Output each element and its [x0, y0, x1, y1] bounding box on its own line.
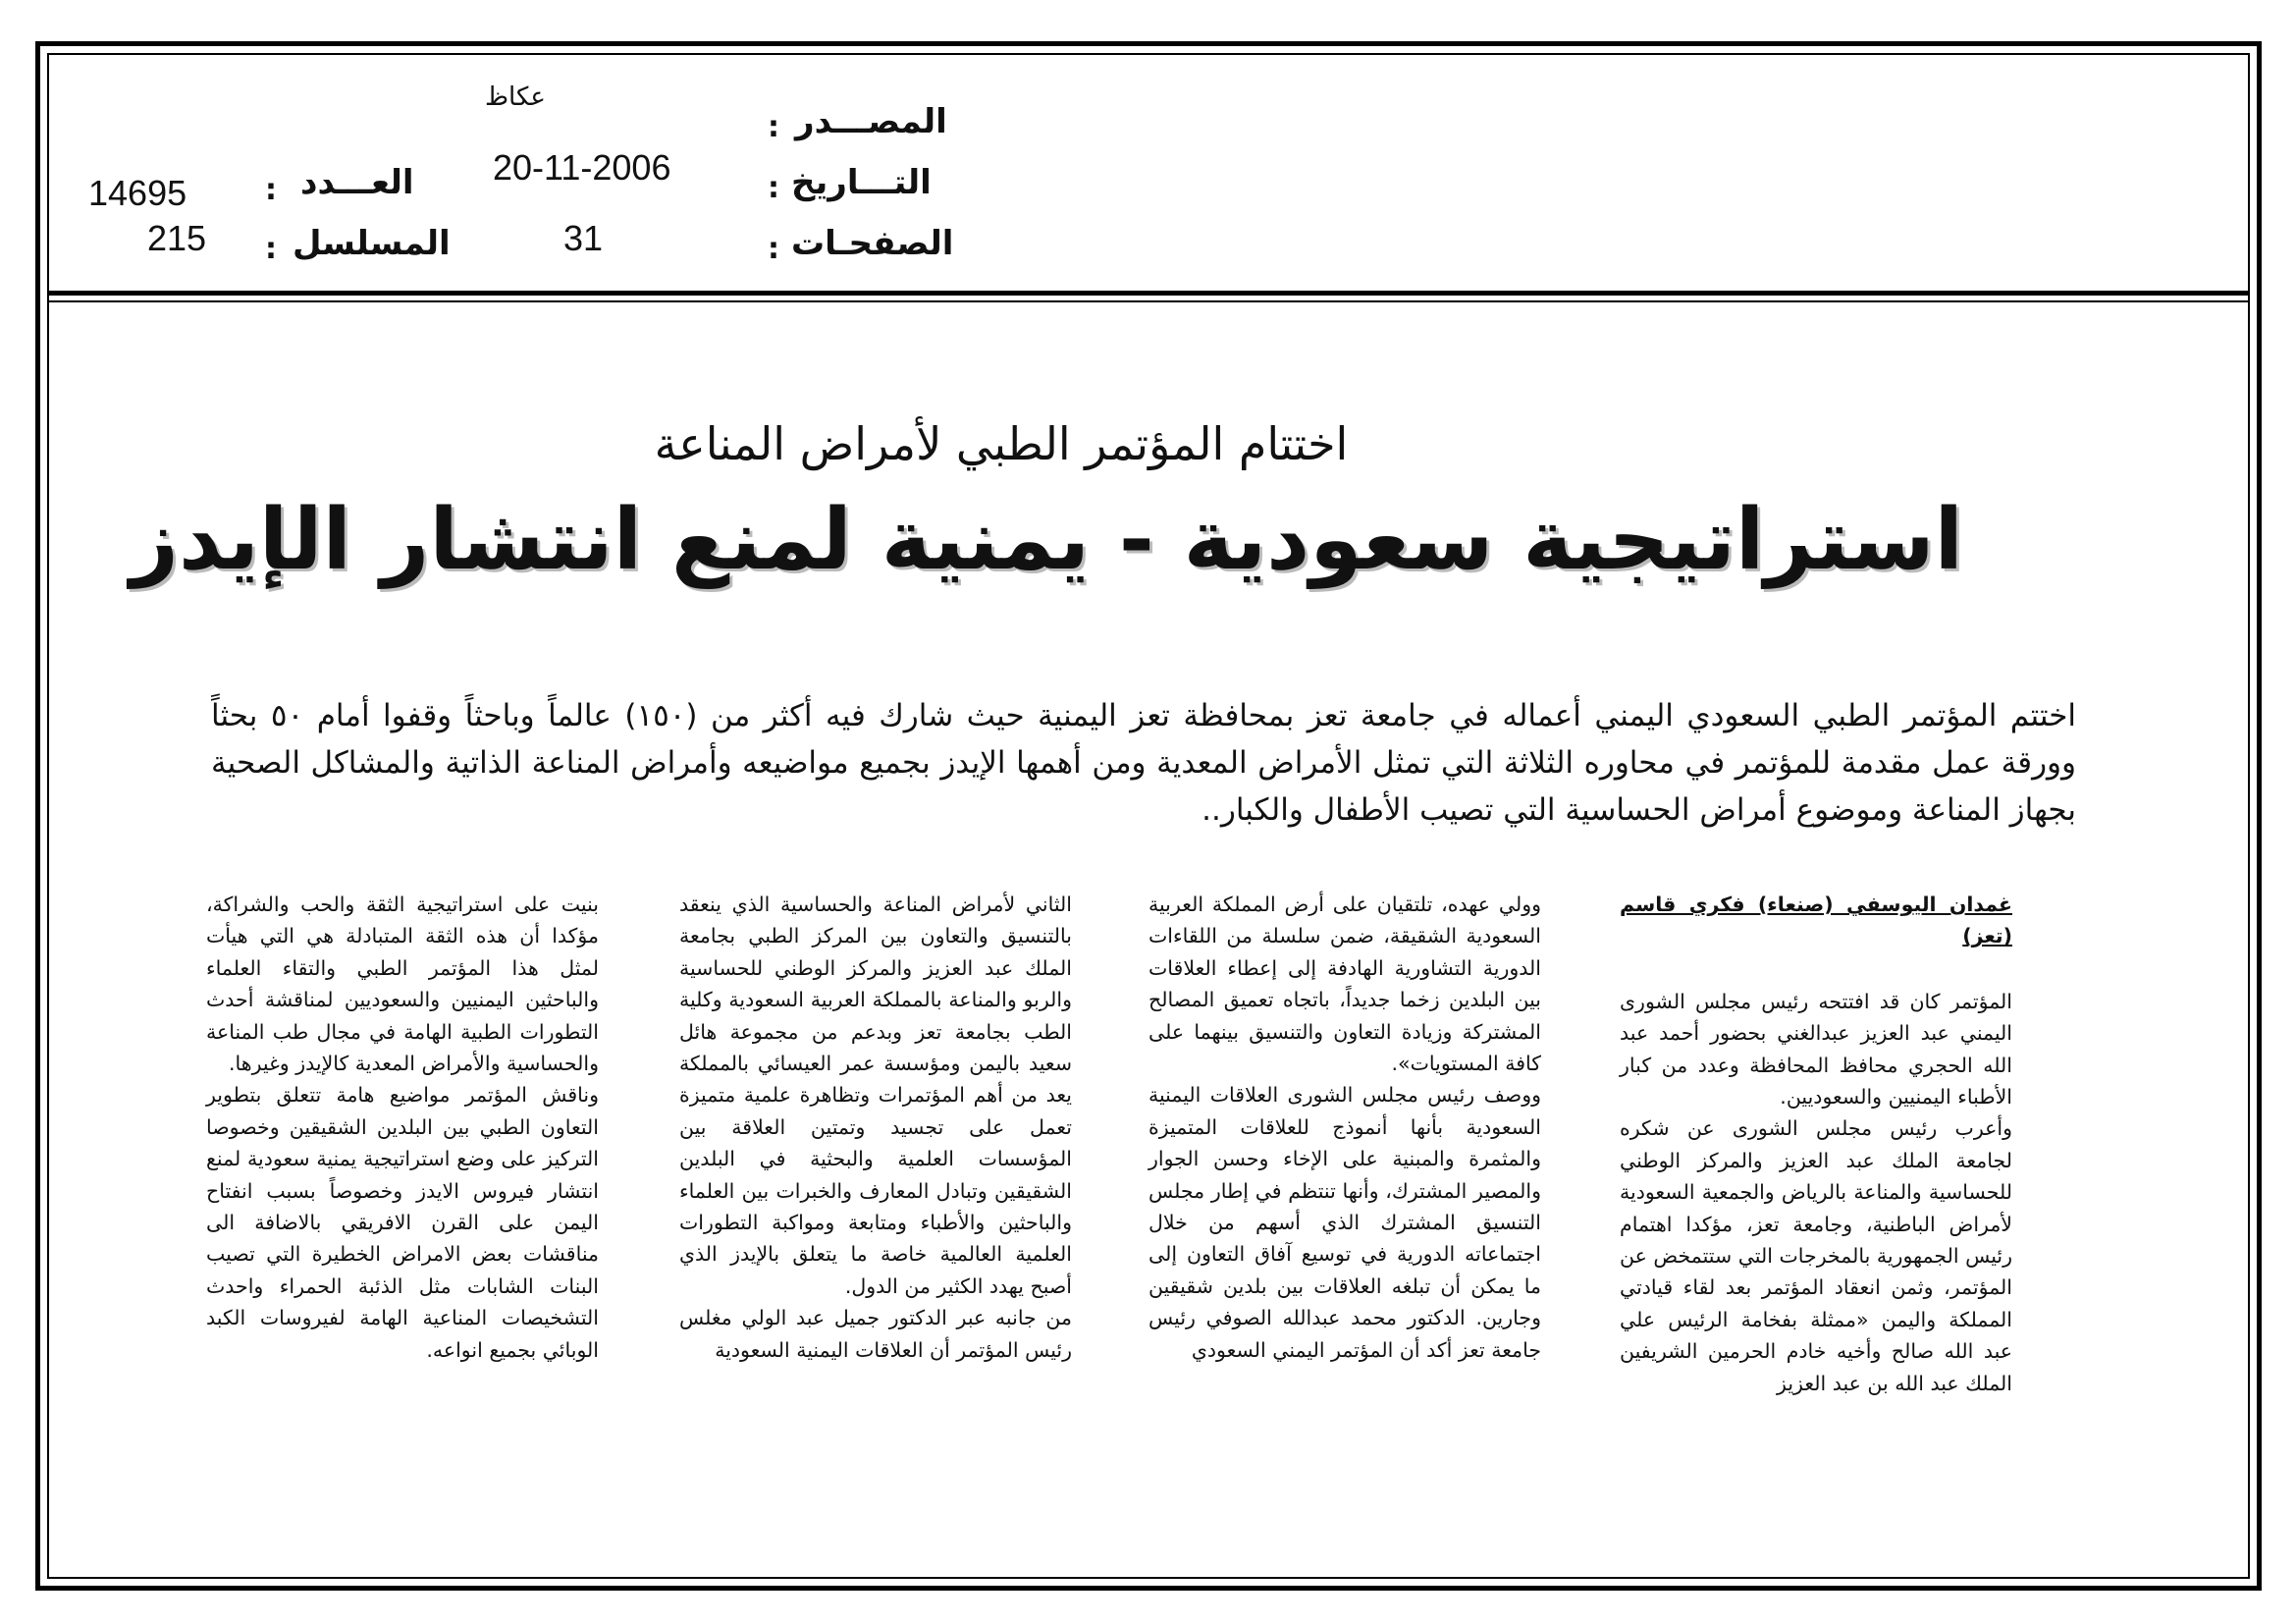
source-colon: :: [768, 110, 779, 144]
header-divider-thin: [47, 300, 2250, 302]
column-4-paragraph: بنيت على استراتيجية الثقة والحب والشراكة، مؤكدا أن هذه الثقة المتبادلة هي التي هيأت لمثل هذا المؤتمر الطبي والتقاء العلماء والباحثين اليمنيين والسعوديين لمناقشة أحدث التطورات الطبية الهامة في مجال طب المناعة والحساسية والأمراض المعدية كالإيدز وغيرها.: [206, 893, 599, 1076]
column-1-paragraph: المؤتمر كان قد افتتحه رئيس مجلس الشورى اليمني عبد العزيز عبدالغني بحضور أحمد عبد الله الحجري محافظ المحافظة وعدد من كبار الأطباء اليمنيين والسعوديين.: [1620, 989, 2012, 1110]
source-label: المصـــدر: [795, 102, 947, 141]
serial-label: المسلسل: [293, 224, 451, 263]
pages-colon: :: [768, 232, 779, 266]
date-label: التـــاريخ: [791, 163, 932, 202]
issue-colon: :: [265, 173, 277, 207]
article-column-3: [679, 889, 1072, 1366]
pages-value: 31: [563, 218, 604, 258]
column-4-paragraph: وناقش المؤتمر مواضيع هامة تتعلق بتطوير التعاون الطبي بين البلدين الشقيقين وخصوصا التركيز على وضع استراتيجية يمنية سعودية لمنع انتشار فيروس الايدز وخصوصاً بسبب انفتاح اليمن على القرن الافريقي بالاضافة الى مناقشات بعض الامراض الخطيرة التي تصيب البنات الشابات مثل الذئبة الحمراء واحدث التشخيصات المناعية الهامة لفيروسات الكبد الوبائي بجميع انواعه.: [206, 1083, 599, 1362]
column-3-paragraph: الثاني لأمراض المناعة والحساسية الذي ينعقد بالتنسيق والتعاون بين المركز الطبي بجامعة الملك عبد العزيز والمركز الوطني للحساسية والربو والمناعة بالمملكة العربية السعودية وكلية الطب بجامعة تعز وبدعم من مجموعة هائل سعيد باليمن ومؤسسة عمر العيسائي بالمملكة يعد من أهم المؤتمرات وتظاهرة علمية متميزة تعمل على تجسيد وتمتين العلاقة بين المؤسسات العلمية والبحثية في البلدين الشقيقين وتبادل المعارف والخبرات بين العلماء والباحثين والأطباء ومتابعة ومواكبة التطورات العلمية العالمية خاصة ما يتعلق بالإيدز الذي أصبح يهدد الكثير من الدول.: [679, 893, 1072, 1298]
date-colon: :: [768, 171, 779, 205]
article-headline: استراتيجية سعودية - يمنية لمنع انتشار الإيدز: [130, 491, 1963, 589]
pages-label: الصفحـات: [791, 224, 954, 263]
serial-value: 215: [147, 218, 207, 258]
column-2-paragraph: وولي عهده، تلتقيان على أرض المملكة العربية السعودية الشقيقة، ضمن سلسلة من اللقاءات الدورية التشاورية الهادفة إلى إعطاء العلاقات بين البلدين زخما جديداً، باتجاه تعميق المصالح المشتركة وزيادة التعاون والتنسيق بينهما على كافة المستويات».: [1148, 893, 1541, 1076]
column-1-paragraph: وأعرب رئيس مجلس الشورى عن شكره لجامعة الملك عبد العزيز والمركز الوطني للحساسية والمناعة بالرياض والجمعية السعودية لأمراض الباطنية، وجامعة تعز، مؤكدا اهتمام رئيس الجمهورية بالمخرجات التي ستتمخض عن المؤتمر، وثمن انعقاد المؤتمر بعد لقاء قيادتي المملكة واليمن «ممثلة بفخامة الرئيس علي عبد الله صالح وأخيه خادم الحرمين الشريفين الملك عبد الله بن عبد العزيز: [1620, 1116, 2012, 1395]
article-lead: اختتم المؤتمر الطبي السعودي اليمني أعماله في جامعة تعز بمحافظة تعز اليمنية حيث شارك فيه أكثر من (١٥٠) عالماً وباحثاً وقفوا أمام ٥٠ بحثاً وورقة عمل مقدمة للمؤتمر في محاوره الثلاثة التي تمثل الأمراض المعدية ومن أهمها الإيدز بجميع مواضيعه وأمراض المناعة الذاتية والمشاكل الصحية بجهاز المناعة وموضوع أمراض الحساسية التي تصيب الأطفال والكبار..: [211, 698, 2076, 828]
article-kicker: اختتام المؤتمر الطبي لأمراض المناعة: [654, 417, 1349, 470]
serial-colon: :: [265, 232, 277, 266]
article-column-4: [206, 889, 599, 1366]
column-3-paragraph: من جانبه عبر الدكتور جميل عبد الولي مغلس رئيس المؤتمر أن العلاقات اليمنية السعودية: [679, 1306, 1072, 1362]
article-column-2: [1148, 889, 1541, 1366]
article-byline: غمدان اليوسفي (صنعاء) فكري قاسم (تعز): [1620, 893, 2012, 948]
header-divider-thick: [47, 291, 2250, 296]
column-2-paragraph: ووصف رئيس مجلس الشورى العلاقات اليمنية السعودية بأنها أنموذج للعلاقات المتميزة والمثمرة والمبنية على الإخاء وحسن الجوار والمصير المشترك، وأنها تنتظم في إطار مجلس التنسيق المشترك الذي أسهم من خلال اجتماعاته الدورية في توسيع آفاق التعاون إلى ما يمكن أن تبلغه العلاقات بين بلدين شقيقين وجارين. الدكتور محمد عبدالله الصوفي رئيس جامعة تعز أكد أن المؤتمر اليمني السعودي: [1148, 1083, 1541, 1362]
issue-value: 14695: [88, 173, 187, 213]
source-value: عكاظ: [485, 82, 546, 112]
date-value: 20-11-2006: [493, 147, 671, 188]
issue-label: العـــدد: [300, 163, 414, 202]
article-column-1: [1620, 889, 2012, 1399]
